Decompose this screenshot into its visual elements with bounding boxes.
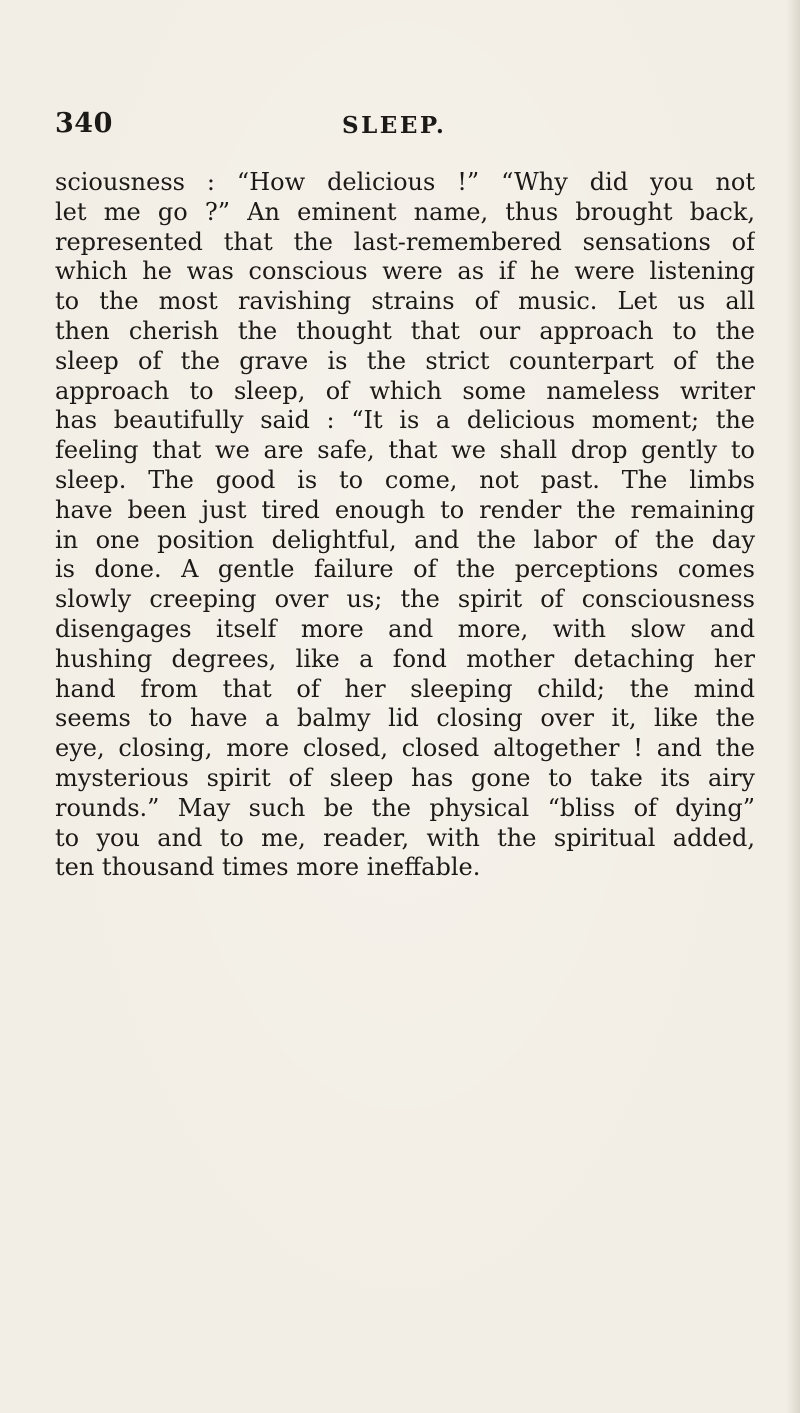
- text-line-24: ten thousand times more ineffable.: [55, 853, 481, 882]
- text-line-19: seems to have a balmy lid closing over it, like the: [55, 704, 755, 733]
- text-line-4: which he was conscious were as if he were listening: [55, 257, 755, 286]
- text-line-12: have been just tired enough to render the remaining: [55, 495, 755, 524]
- text-line-5: to the most ravishing strains of music. Let us all: [55, 287, 755, 316]
- text-line-22: rounds.” May such be the physical “bliss of dying”: [55, 793, 755, 822]
- text-line-23: to you and to me, reader, with the spiritual added,: [55, 823, 755, 852]
- text-line-15: slowly creeping over us; the spirit of consciousness: [55, 585, 755, 614]
- text-line-3: represented that the last-remembered sensations of: [55, 227, 755, 256]
- text-line-11: sleep. The good is to come, not past. The limbs: [55, 465, 755, 494]
- text-line-16: disengages itself more and more, with slow and: [55, 614, 755, 643]
- page-edge-shadow: [786, 0, 800, 1413]
- text-line-10: feeling that we are safe, that we shall drop gently to: [55, 436, 755, 465]
- text-line-2: let me go ?” An eminent name, thus brought back,: [55, 197, 755, 226]
- body-paragraph: [55, 168, 755, 883]
- text-line-9: has beautifully said : “It is a delicious moment; the: [55, 406, 755, 435]
- text-line-1: sciousness : “How delicious !” “Why did you not: [55, 168, 755, 196]
- text-line-21: mysterious spirit of sleep has gone to take its airy: [55, 763, 755, 792]
- text-line-6: then cherish the thought that our approach to the: [55, 316, 755, 345]
- text-line-8: approach to sleep, of which some nameless writer: [55, 376, 755, 405]
- text-line-18: hand from that of her sleeping child; the mind: [55, 674, 755, 703]
- text-line-17: hushing degrees, like a fond mother detaching her: [55, 644, 755, 673]
- text-line-13: in one position delightful, and the labor of the day: [55, 525, 755, 554]
- page-header: [55, 108, 755, 148]
- text-line-7: sleep of the grave is the strict counterpart of the: [55, 346, 755, 375]
- text-line-14: is done. A gentle failure of the perceptions comes: [55, 555, 755, 584]
- page-number: 340: [55, 108, 113, 139]
- running-title: SLEEP.: [342, 112, 447, 139]
- text-line-20: eye, closing, more closed, closed altogether ! and the: [55, 734, 755, 763]
